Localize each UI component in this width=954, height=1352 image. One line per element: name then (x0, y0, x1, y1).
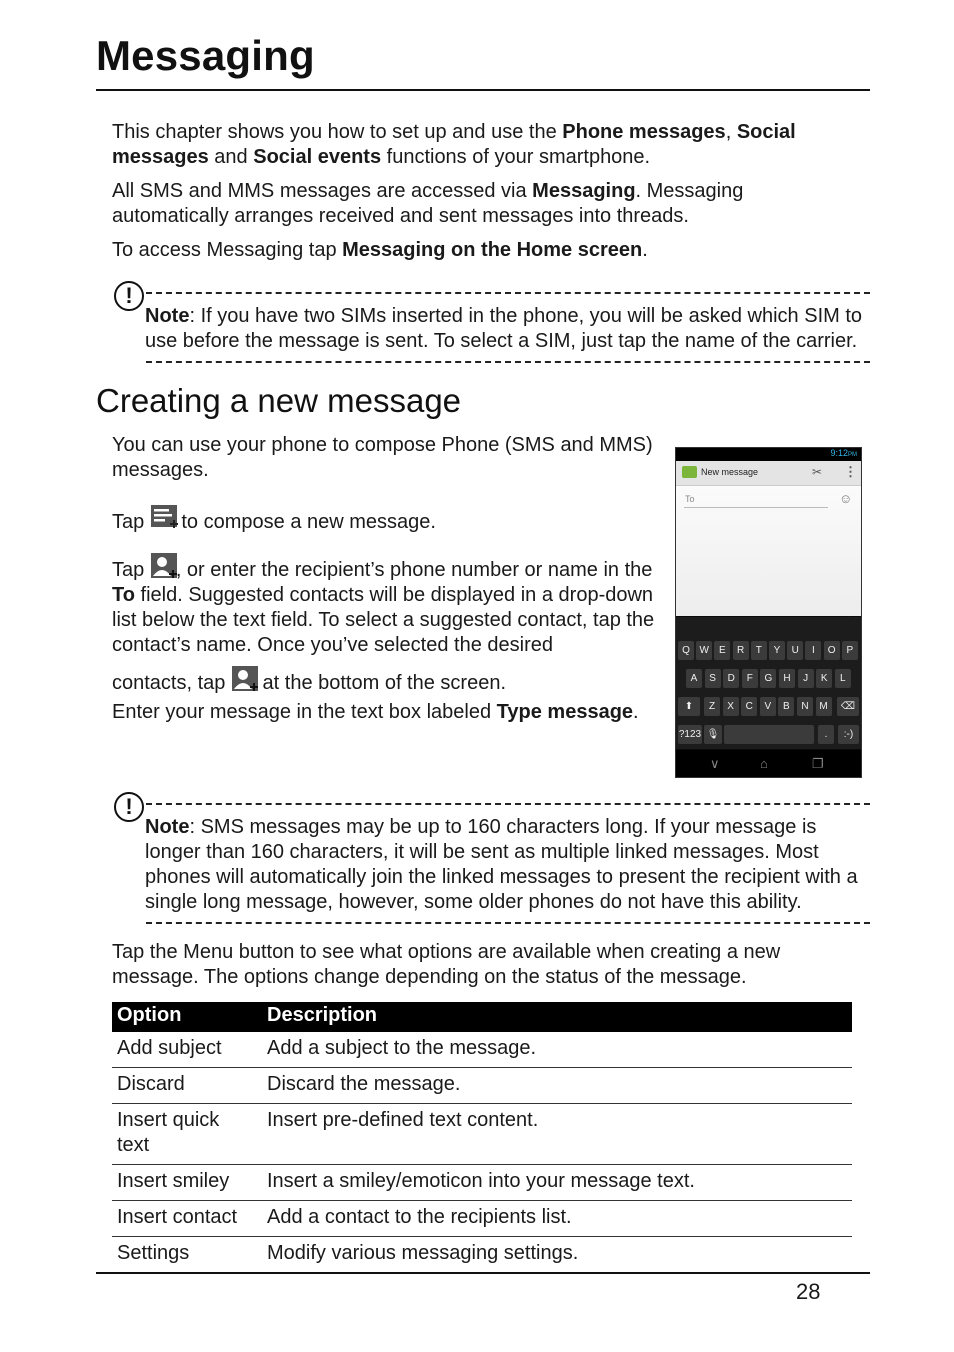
description-cell: Insert a smiley/emoticon into your message text. (262, 1165, 852, 1201)
key-t[interactable]: T (751, 641, 767, 660)
key-q[interactable]: Q (678, 641, 694, 660)
note-alert-icon: ! (114, 281, 144, 311)
key-x[interactable]: X (723, 697, 739, 716)
description-cell: Add a contact to the recipients list. (262, 1201, 852, 1237)
key-e[interactable]: E (714, 641, 730, 660)
key-period[interactable]: . (818, 725, 834, 744)
note-1: Note: If you have two SIMs inserted in the phone, you will be asked which SIM to use before the message is sent. To select a SIM, just tap the name of the carrier. (145, 305, 863, 352)
option-cell: Insert quick text (112, 1104, 262, 1165)
key-p[interactable]: P (842, 641, 858, 660)
table-row (112, 1032, 852, 1068)
shift-key-icon[interactable]: ⬆ (678, 697, 700, 716)
description-cell: Modify various messaging settings. (262, 1237, 852, 1273)
key-d[interactable]: D (723, 669, 739, 688)
section-title: Creating a new message (96, 382, 462, 419)
step-tap-compose: Tap to compose a new message. (112, 504, 657, 535)
key-n[interactable]: N (797, 697, 813, 716)
key-y[interactable]: Y (769, 641, 785, 660)
table-row (112, 1201, 852, 1237)
header-description: Description (262, 1002, 852, 1032)
intro-paragraph-3: To access Messaging tap Messaging on the Home screen. (112, 239, 648, 261)
add-contact-icon[interactable]: ☺ (839, 491, 853, 506)
table-row (112, 1237, 852, 1273)
key-c[interactable]: C (741, 697, 757, 716)
table-header-row (112, 1002, 852, 1032)
recent-apps-icon[interactable]: ❐ (812, 756, 824, 771)
key-f[interactable]: F (742, 669, 758, 688)
overflow-menu-icon[interactable]: ⋮ (844, 464, 857, 479)
key-m[interactable]: M (816, 697, 832, 716)
note-top-divider (146, 803, 870, 805)
attach-icon[interactable]: ✂ (812, 465, 823, 479)
home-icon[interactable]: ⌂ (760, 756, 768, 771)
key-s[interactable]: S (705, 669, 721, 688)
option-cell: Settings (112, 1237, 262, 1273)
table-row (112, 1165, 852, 1201)
key-i[interactable]: I (805, 641, 821, 660)
keyboard (676, 617, 861, 749)
note-top-divider (146, 292, 870, 294)
phone-screenshot (675, 447, 862, 778)
to-field[interactable] (684, 507, 828, 508)
description-cell: Discard the message. (262, 1068, 852, 1104)
title-rule (96, 89, 870, 91)
header-option: Option (112, 1002, 262, 1032)
option-cell: Insert contact (112, 1201, 262, 1237)
action-bar-title: New message (701, 467, 759, 477)
nav-bar (676, 750, 861, 777)
table-row (112, 1104, 852, 1165)
space-key[interactable] (724, 725, 814, 744)
key-g[interactable]: G (760, 669, 776, 688)
messaging-app-icon (682, 466, 697, 478)
description-cell: Add a subject to the message. (262, 1032, 852, 1068)
key-u[interactable]: U (787, 641, 803, 660)
status-bar (676, 448, 861, 461)
compose-area (676, 486, 861, 616)
options-table (112, 1002, 852, 1273)
key-h[interactable]: H (779, 669, 795, 688)
footer-rule (96, 1272, 870, 1274)
key-v[interactable]: V (760, 697, 776, 716)
note-bottom-divider (146, 922, 870, 924)
note-bottom-divider (146, 361, 870, 363)
menu-options-paragraph: Tap the Menu button to see what options are available when creating a new message. The options change depending on the status of the message. (112, 941, 781, 988)
key-symbols[interactable]: ?123 (678, 725, 702, 744)
step-compose-intro: You can use your phone to compose Phone (SMS and MMS) messages. (112, 434, 653, 481)
intro-paragraph-1: This chapter shows you how to set up and use the Phone messages, Social messages and Social events functions of your smartphone. (112, 121, 796, 168)
status-time: 9:12PM (830, 448, 857, 458)
key-l[interactable]: L (835, 669, 851, 688)
note-alert-icon: ! (114, 792, 144, 822)
key-r[interactable]: R (733, 641, 749, 660)
option-cell: Insert smiley (112, 1165, 262, 1201)
key-w[interactable]: W (696, 641, 712, 660)
to-field-label: To (685, 494, 695, 504)
add-contact-icon (150, 552, 176, 578)
compose-message-icon (150, 504, 176, 530)
option-cell: Discard (112, 1068, 262, 1104)
note-2: Note: SMS messages may be up to 160 characters long. If your message is longer than 160 characters, it will be sent as multiple linked messages. Most phones will automatically join the linked messages to present the recipient with a single long message, however, some older phones do not have this ability. (145, 816, 858, 913)
backspace-key-icon[interactable]: ⌫ (837, 697, 859, 716)
table-row (112, 1068, 852, 1104)
description-cell: Insert pre-defined text content. (262, 1104, 852, 1165)
option-cell: Add subject (112, 1032, 262, 1068)
key-a[interactable]: A (686, 669, 702, 688)
key-j[interactable]: J (798, 669, 814, 688)
mic-key-icon[interactable]: 🎙 (704, 725, 722, 744)
action-bar (676, 461, 861, 486)
key-o[interactable]: O (824, 641, 840, 660)
intro-paragraph-2: All SMS and MMS messages are accessed via Messaging. Messaging automatically arranges received and sent messages into threads. (112, 180, 744, 227)
key-k[interactable]: K (816, 669, 832, 688)
step-type-message: Enter your message in the text box labeled Type message. (112, 701, 639, 723)
back-icon[interactable]: ∨ (710, 756, 720, 771)
key-z[interactable]: Z (704, 697, 720, 716)
key-smiley[interactable]: :-) (838, 725, 859, 744)
page-title: Messaging (96, 32, 315, 79)
add-contact-icon (231, 665, 257, 691)
page-number: 28 (796, 1279, 821, 1304)
key-b[interactable]: B (778, 697, 794, 716)
step-add-recipient: Tap , or enter the recipient’s phone number or name in the To field. Suggested contacts will be displayed in a drop-down list below the text field. To select a suggested contact, tap the contact’s name. Once you’ve selected the desired (112, 552, 657, 658)
step-confirm-contacts: contacts, tap at the bottom of the screen. (112, 665, 657, 696)
